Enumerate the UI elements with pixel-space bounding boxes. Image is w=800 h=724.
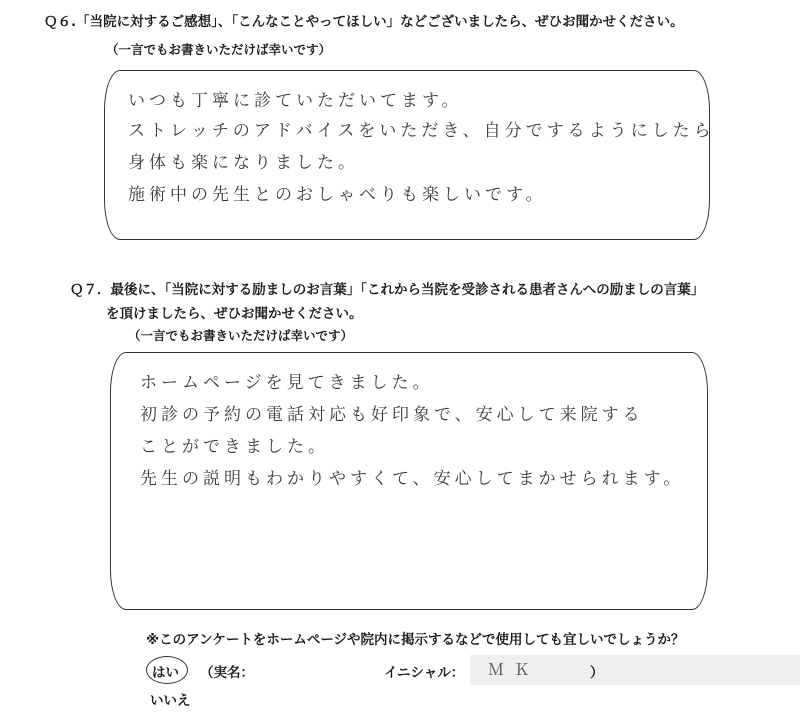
initial-label: イニシャル： [384, 665, 465, 681]
q6-answer-line-1: いつも丁寧に診ていただいてます。 [128, 91, 463, 111]
q7-title: Ｑ７．最後に、「当院に対する励ましのお言葉」「これから当院を受診される患者さんへの励ましの言葉」 [70, 282, 705, 298]
q7-title-line-2: を頂けましたら、ぜひお聞かせください。 [106, 306, 363, 322]
q7-subtitle: （一言でもお書きいただけば幸いです） [128, 328, 354, 343]
initial-close-paren: ） [590, 665, 604, 681]
q6-title: Ｑ６.「当院に対するご感想」、「こんなことやってほしい」などございましたら、ぜひお聞かせください。 [44, 14, 684, 30]
q6-answer-line-2: ストレッチのアドバイスをいただき、自分でするようにしたら [128, 121, 715, 141]
consent-question: ※このアンケートをホームページや院内に掲示するなどで使用しても宜しいでしょうか？ [146, 632, 685, 648]
q7-answer-line-2: 初診の予約の電話対応も好印象で、安心して来院する [140, 405, 644, 425]
consent-yes-option[interactable]: はい [152, 665, 179, 681]
consent-no-option[interactable]: いいえ [150, 693, 191, 709]
q7-answer-line-3: ことができました。 [140, 437, 329, 457]
q6-answer-line-4: 施術中の先生とのおしゃべりも楽しいです。 [128, 185, 547, 205]
q6-subtitle: （一言でもお書きいただけば幸いです） [106, 42, 332, 57]
initial-value[interactable]: ＭＫ [488, 660, 541, 679]
q7-answer-line-1: ホームページを見てきました。 [140, 373, 434, 393]
q6-answer-line-3: 身体も楽になりました。 [128, 153, 359, 173]
q7-answer-line-4: 先生の説明もわかりやすくて、安心してまかせられます。 [140, 469, 685, 489]
real-name-label: （実名： [200, 665, 254, 681]
